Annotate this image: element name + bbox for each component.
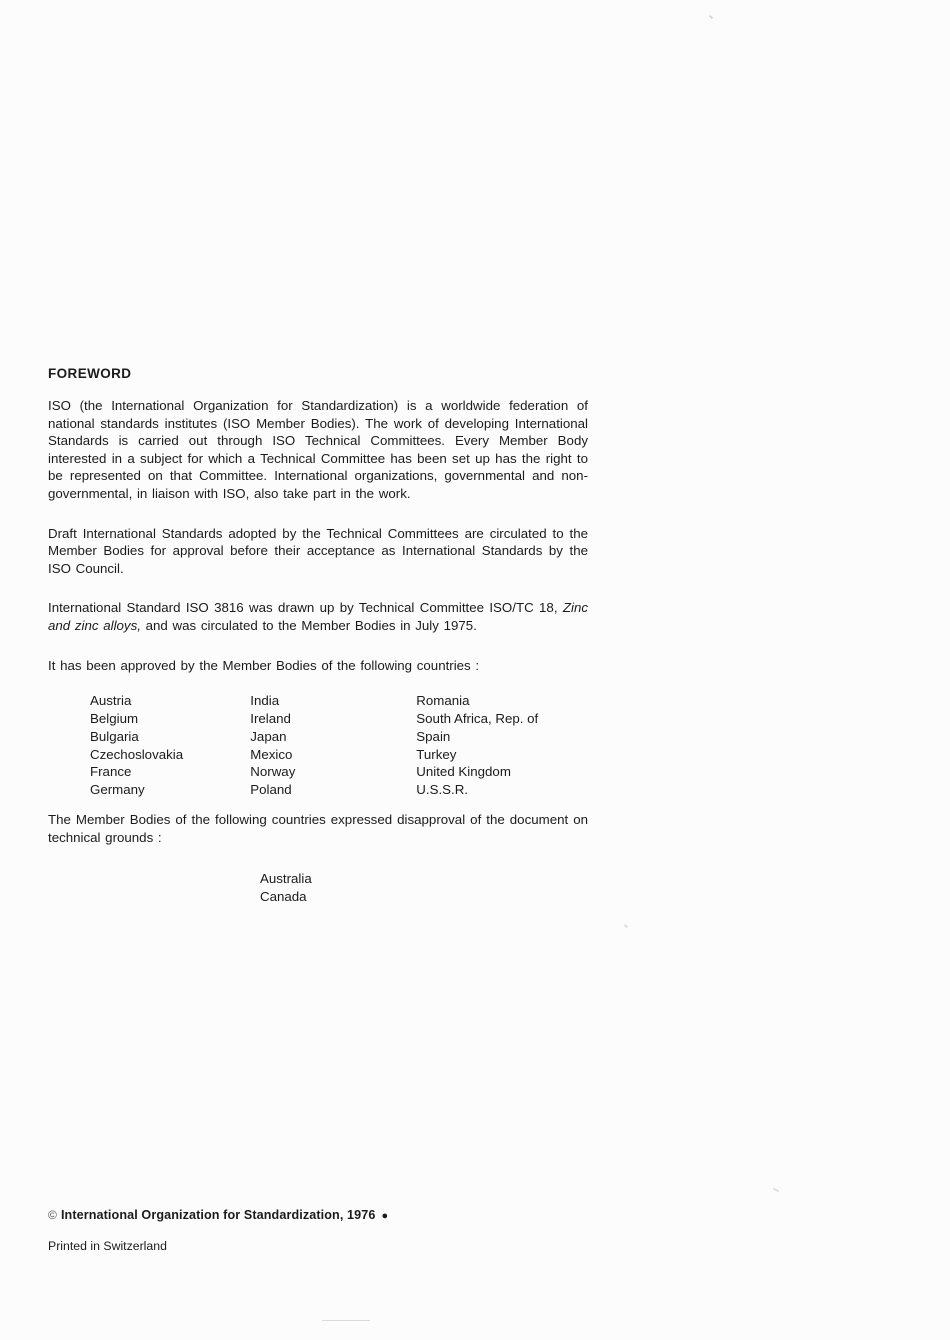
paragraph-iso-3816-text: International Standard ISO 3816 was drawn up by Technical Committee ISO/TC 18, bbox=[48, 600, 563, 616]
page-footer bbox=[48, 1208, 548, 1253]
paragraph-iso-intro: ISO (the International Organization for Standardization) is a worldwide federation of national standards institutes (ISO Member Bodies). The work of developing International Standards is carried out through ISO Technical Committees. Every Member Body interested in a subject for which a Technical Committee has been set up has the right to be represented on that Committee. International organizations, governmental and non-governmental, in liaison with ISO, also take part in the work. bbox=[48, 398, 588, 501]
country-item: Spain bbox=[416, 728, 451, 744]
country-item: Bulgaria bbox=[90, 728, 139, 744]
country-item: India bbox=[250, 693, 280, 709]
paragraph-iso-3816-text-after: and was circulated to the Member Bodies in July 1975. bbox=[140, 617, 477, 633]
country-item: Romania bbox=[416, 693, 470, 709]
paragraph-approved-intro: It has been approved by the Member Bodies of the following countries : bbox=[48, 657, 480, 673]
country-item: Turkey bbox=[416, 746, 457, 762]
approved-countries-column-3 bbox=[416, 692, 588, 799]
foreword-section bbox=[48, 366, 588, 906]
country-item: Canada bbox=[260, 889, 307, 905]
approved-countries-list bbox=[90, 688, 588, 811]
scan-artifact bbox=[773, 1188, 779, 1193]
bullet-icon: ● bbox=[381, 1210, 389, 1222]
country-item: Australia bbox=[260, 871, 312, 887]
country-item: South Africa, Rep. of bbox=[416, 710, 539, 726]
country-item: Mexico bbox=[250, 746, 293, 762]
country-item: France bbox=[90, 764, 132, 780]
standard-subject-italic: Zinc and zinc alloys, bbox=[48, 600, 588, 633]
copyright-text: International Organization for Standardization, 1976 bbox=[60, 1208, 376, 1222]
country-item: Poland bbox=[250, 782, 292, 798]
foreword-heading: FOREWORD bbox=[48, 366, 132, 381]
scan-artifact bbox=[322, 1320, 370, 1321]
scan-artifact bbox=[624, 924, 628, 928]
country-item: U.S.S.R. bbox=[416, 782, 469, 798]
scan-artifact bbox=[709, 15, 713, 19]
country-item: Belgium bbox=[90, 710, 139, 726]
approved-countries-column-1 bbox=[90, 692, 250, 799]
country-item: Czechoslovakia bbox=[90, 746, 184, 762]
printed-in-text: Printed in Switzerland bbox=[48, 1239, 167, 1253]
approved-countries-column-2 bbox=[250, 692, 416, 799]
copyright-line bbox=[48, 1208, 548, 1222]
country-item: Germany bbox=[90, 782, 145, 798]
disapproved-countries-list bbox=[260, 854, 588, 906]
country-item: United Kingdom bbox=[416, 764, 511, 780]
country-item: Japan bbox=[250, 728, 287, 744]
paragraph-iso-3816 bbox=[48, 599, 588, 634]
country-item: Ireland bbox=[250, 710, 291, 726]
country-item: Norway bbox=[250, 764, 296, 780]
paragraph-disapproved-intro: The Member Bodies of the following countries expressed disapproval of the document on technical grounds : bbox=[48, 811, 588, 845]
paragraph-draft-standards: Draft International Standards adopted by the Technical Committees are circulated to the Member Bodies for approval before their acceptance as International Standards by the ISO Council. bbox=[48, 525, 588, 576]
country-item: Austria bbox=[90, 693, 132, 709]
copyright-icon: © bbox=[48, 1208, 57, 1222]
